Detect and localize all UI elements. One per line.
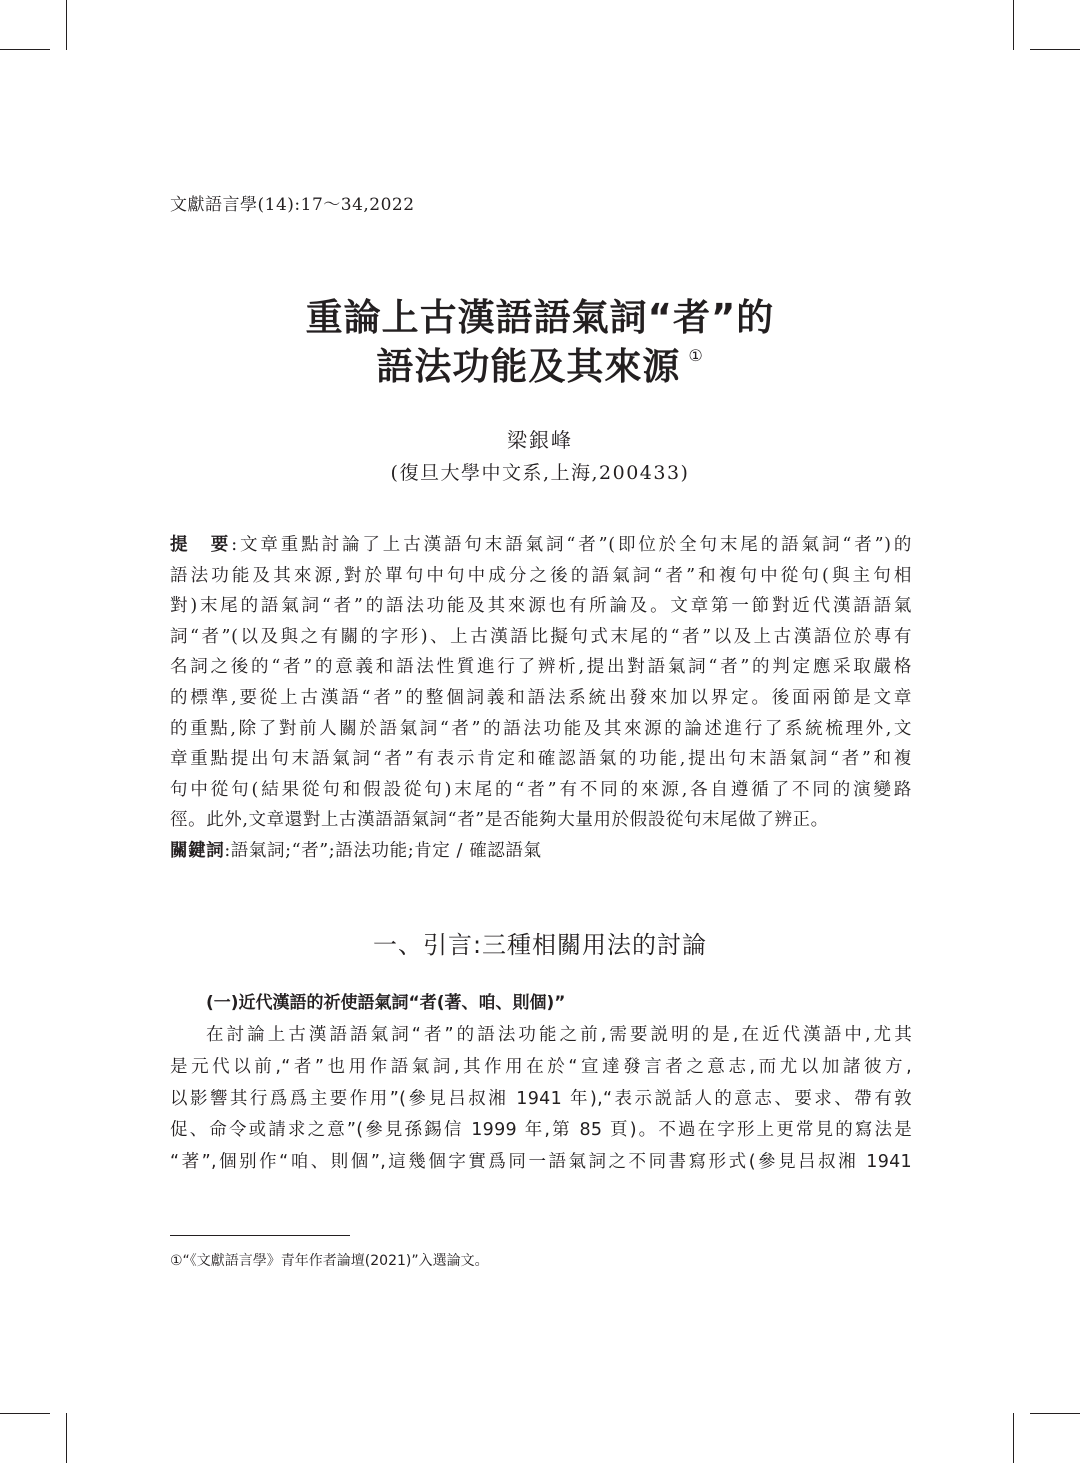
abstract-line: 詞“者”(以及與之有關的字形)、上古漢語比擬句式末尾的“者”以及上古漢語位於專有 bbox=[170, 626, 912, 647]
keywords bbox=[170, 836, 912, 867]
crop-mark bbox=[66, 0, 67, 50]
footnote-marker: ① bbox=[688, 346, 704, 365]
abstract-line: 的重點,除了對前人關於語氣詞“者”的語法功能及其來源的論述進行了系統梳理外,文 bbox=[170, 718, 912, 739]
article-title-line1: 重論上古漢語語氣詞“者”的 bbox=[305, 296, 775, 339]
abstract-label: 提 要 bbox=[170, 535, 232, 555]
footnote-divider bbox=[170, 1235, 350, 1236]
article-title-line2 bbox=[0, 336, 1080, 390]
keywords-label: 關鍵詞 bbox=[170, 840, 225, 861]
crop-mark bbox=[66, 1413, 67, 1463]
body-line: “著”,個别作“咱、則個”,這幾個字實爲同一語氣詞之不同書寫形式(參見吕叔湘 1941 bbox=[170, 1152, 912, 1173]
title-text: 語法功能及其來源 bbox=[376, 345, 681, 388]
author-affiliation: (復旦大學中文系,上海,200433) bbox=[390, 462, 690, 484]
body-line: 在討論上古漢語語氣詞“者”的語法功能之前,需要説明的是,在近代漢語中,尤其 bbox=[206, 1025, 912, 1045]
crop-mark bbox=[1030, 49, 1080, 50]
abstract-line: 對)末尾的語氣詞“者”的語法功能及其來源也有所論及。文章第一節對近代漢語語氣 bbox=[170, 596, 912, 617]
sub-heading: (一)近代漢語的祈使語氣詞“者(著、咱、則個)” bbox=[206, 993, 566, 1013]
abstract-line: 提 要:文章重點討論了上古漢語句末語氣詞“者”(即位於全句末尾的語氣詞“者”)的 bbox=[170, 535, 912, 555]
body-line: 促、命令或請求之意”(參見孫錫信 1999 年,第 85 頁)。不過在字形上更常見的寫法是 bbox=[170, 1120, 912, 1141]
abstract-line: 徑。此外,文章還對上古漢語語氣詞“者”是否能夠大量用於假設從句末尾做了辨正。 bbox=[170, 810, 829, 831]
abstract bbox=[170, 530, 912, 867]
abstract-line: 的標準,要從上古漢語“者”的整個詞義和語法系統出發來加以界定。後面兩節是文章 bbox=[170, 687, 912, 708]
abstract-line: 語法功能及其來源,對於單句中句中成分之後的語氣詞“者”和複句中從句(與主句相 bbox=[170, 565, 912, 586]
crop-mark bbox=[1013, 0, 1014, 50]
crop-mark bbox=[0, 1413, 50, 1414]
abstract-line: 句中從句(結果從句和假設從句)末尾的“者”有不同的來源,各自遵循了不同的演變路 bbox=[170, 779, 912, 800]
body-line: 是元代以前,“者”也用作語氣詞,其作用在於“宣達發言者之意志,而尤以加諸彼方, bbox=[170, 1056, 912, 1077]
crop-mark bbox=[1030, 1413, 1080, 1414]
body-line: 以影響其行爲爲主要作用”(參見吕叔湘 1941 年),“表示説話人的意志、要求、帶有敦 bbox=[170, 1088, 912, 1109]
journal-citation: 文獻語言學(14):17～34,2022 bbox=[170, 195, 415, 215]
body-text bbox=[170, 1020, 912, 1179]
abstract-line: 章重點提出句末語氣詞“者”有表示肯定和確認語氣的功能,提出句末語氣詞“者”和複 bbox=[170, 749, 912, 770]
crop-mark bbox=[1013, 1413, 1014, 1463]
author-name: 梁銀峰 bbox=[507, 428, 573, 452]
footnote: ①“《文獻語言學》青年作者論壇(2021)”入選論文。 bbox=[170, 1253, 489, 1269]
section-heading: 一、引言:三種相關用法的討論 bbox=[372, 931, 708, 959]
keywords-text: :語氣詞;“者”;語法功能;肯定 / 確認語氣 bbox=[224, 840, 542, 861]
crop-mark bbox=[0, 49, 50, 50]
abstract-line: 名詞之後的“者”的意義和語法性質進行了辨析,提出對語氣詞“者”的判定應采取嚴格 bbox=[170, 657, 912, 678]
